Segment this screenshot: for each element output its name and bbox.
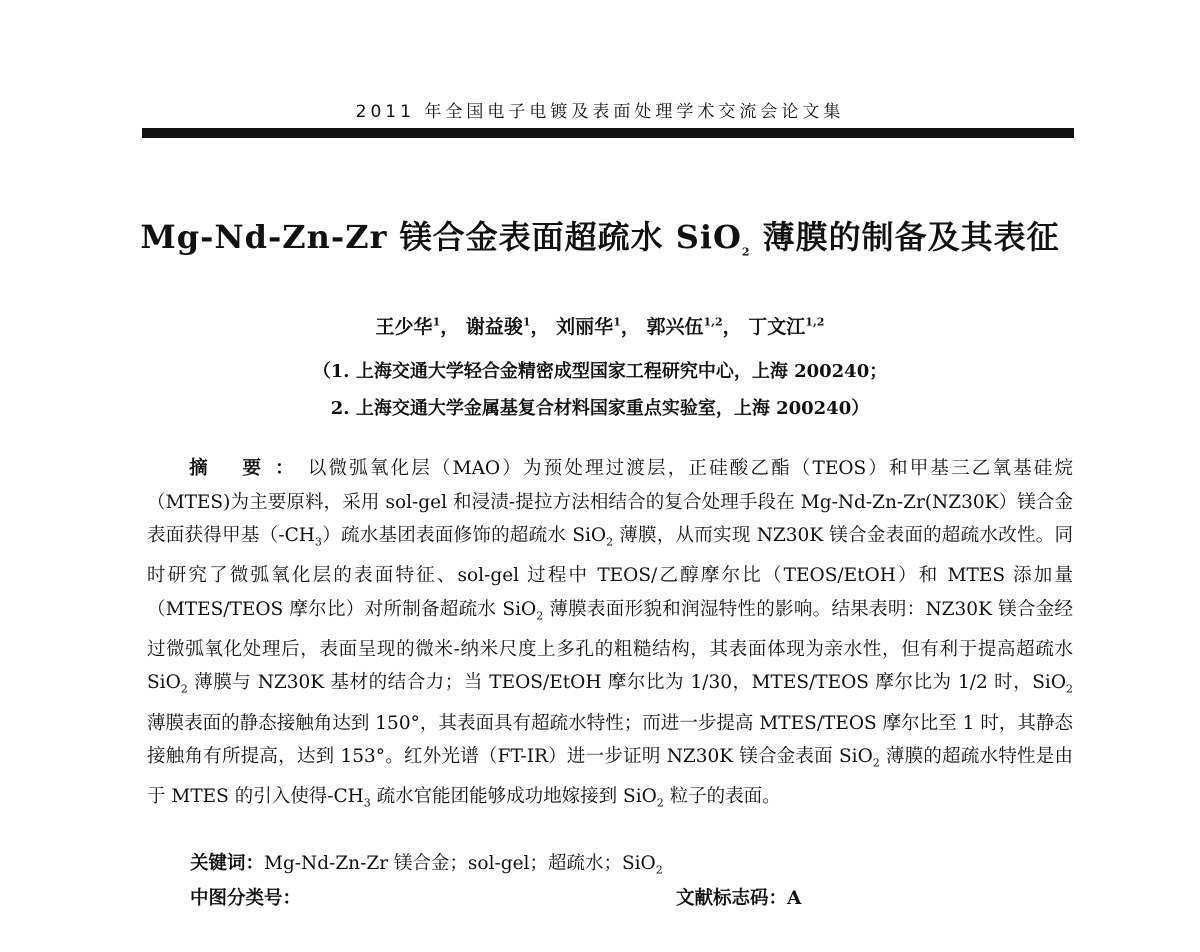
abstract: 摘 要：以微弧氧化层（MAO）为预处理过渡层，正硅酸乙酯（TEOS）和甲基三乙氧基硅烷（MTES)为主要原料，采用 sol-gel 和浸渍-提拉方法相结合的复合处理手段在 Mg-Nd-Zn-Zr(NZ30K）镁合金表面获得甲基$(-CH_3)$疏水基团表面修饰的超疏水 SiO$_2$ 薄膜，从而实现 NZ30K 镁合金表面的超疏水改性。同时研究了微弧氧化层的表面特征、sol-gel 过程中 TEOS/乙醇摩尔比（TEOS/EtOH）和 MTES 添加量（MTES/TEOS 摩尔比）对所制备超疏水 SiO$_2$ 薄膜表面形貌和润湿特性的影响。结果表明：NZ30K 镁合金经过微弧氧化处理后，表面呈现的微米-纳米尺度上多孔的粗糙结构，其表面体现为亲水性，但有利于提高超疏水 SiO$_2$ 薄膜与 NZ30K 基材的结合力；当 TEOS/EtOH 摩尔比为 1/30，MTES/TEOS 摩尔比为 1/2 时，SiO$_2$ 薄膜表面的静态接触角达到 150°，其表面具有超疏水特性；而进一步提高 MTES/TEOS 摩尔比至 1 时，其静态接触角有所提高，达到 153°。红外光谱（FT-IR）进一步证明 NZ30K 镁合金表面 SiO$_2$ 薄膜的超疏水特性是由于 MTES 的引入使得$-CH_3$ 疏水官能团能够成功地嫁接到 SiO$_2$ 粒子的表面。 (147, 458, 1074, 810)
author: 丁文江 (748, 316, 806, 338)
keywords: 关键词：Mg-Nd-Zn-Zr 镁合金；sol-gel；超疏水；SiO$_2$ (190, 853, 663, 877)
author: 刘丽华 (556, 316, 614, 338)
author-affiliation-mark: 1 (432, 315, 441, 329)
author: 谢益骏 (465, 316, 523, 338)
author-affiliation-mark: 1 (522, 315, 531, 329)
running-header: 2011 年全国电子电镀及表面处理学术交流会论文集 (355, 102, 845, 122)
affiliation-1: （1. 上海交通大学轻合金精密成型国家工程研究中心，上海 200240； (312, 361, 888, 382)
author-affiliation-mark: 1,2 (805, 315, 825, 329)
document-code-value: A (787, 888, 802, 909)
author-affiliation-mark: 1,2 (703, 315, 723, 329)
classification-label: 中图分类号： (190, 888, 302, 909)
author-list: 王少华$^1$， 谢益骏$^1$， 刘丽华$^1$， 郭兴伍$^{1,2}$， 丁文江$^{1,2}$ (375, 315, 825, 338)
header-rule (142, 128, 1074, 138)
keywords-label: 关键词： (190, 853, 265, 874)
document-code: 文献标志码：A (676, 888, 802, 909)
author-affiliation-mark: 1 (613, 315, 621, 329)
paper-title: Mg-Nd-Zn-Zr 镁合金表面超疏水 SiO$_2$ 薄膜的制备及其表征 (140, 218, 1060, 259)
affiliation-2: 2. 上海交通大学金属基复合材料国家重点实验室，上海 200240） (330, 398, 870, 419)
author: 郭兴伍 (646, 316, 704, 338)
author: 王少华 (375, 316, 433, 338)
abstract-label: 摘 要： (187, 458, 308, 479)
